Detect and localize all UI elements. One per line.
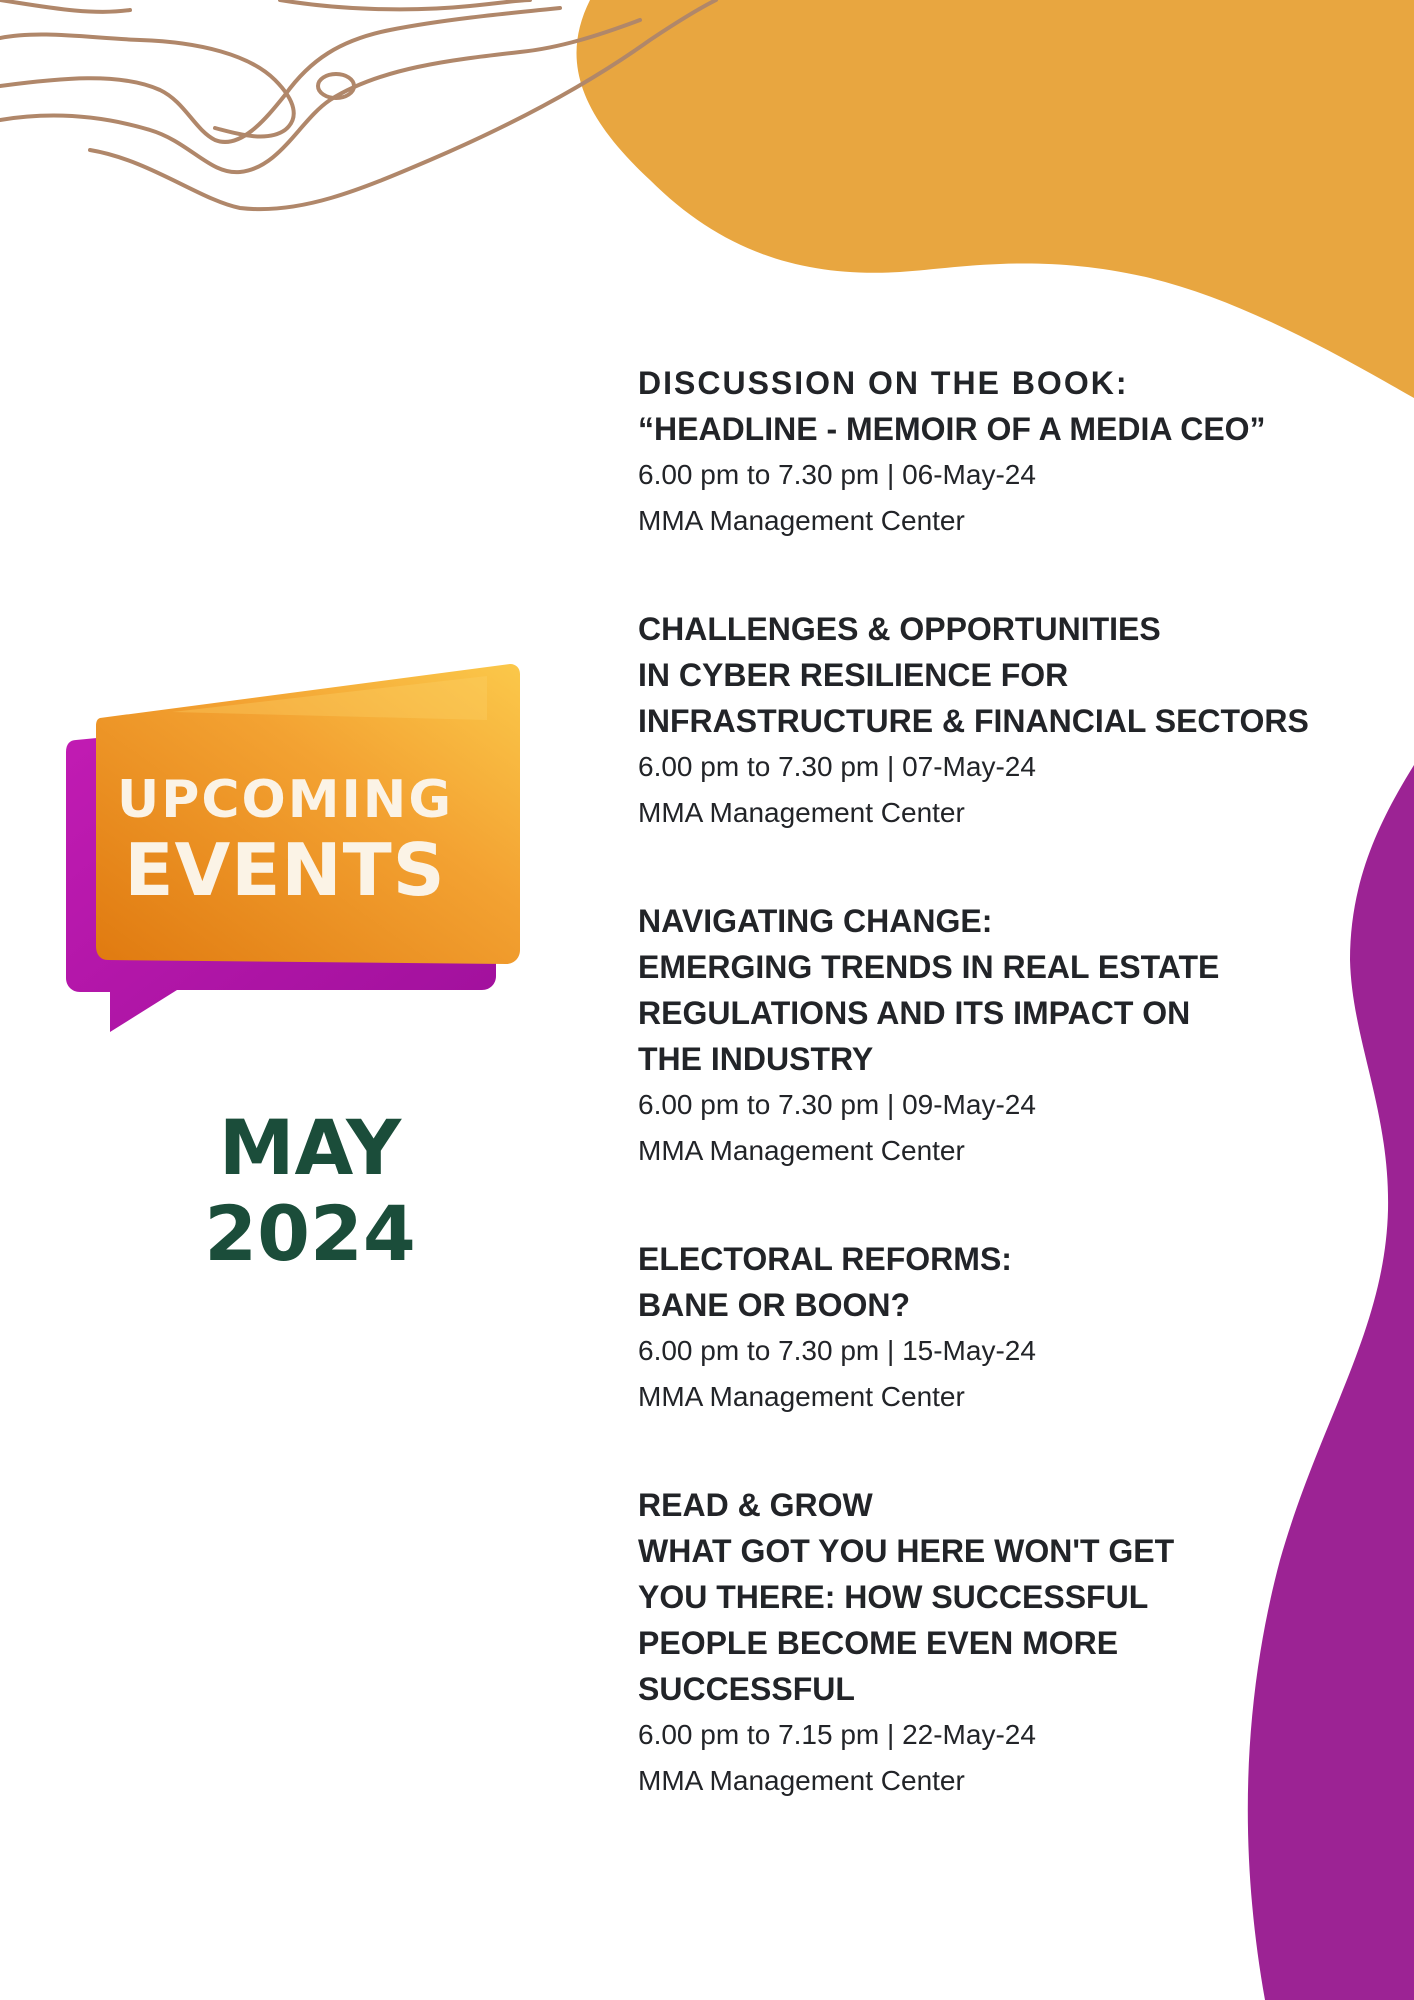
event-details xyxy=(638,452,1318,544)
event-time: 6.00 pm to 7.30 pm | 06-May-24 xyxy=(638,459,1036,490)
event-details xyxy=(638,1328,1318,1420)
orange-blob xyxy=(577,0,1414,398)
event-details xyxy=(638,1082,1318,1174)
event-venue: MMA Management Center xyxy=(638,1381,965,1412)
event-item xyxy=(638,898,1318,1174)
event-title: ELECTORAL REFORMS: BANE OR BOON? xyxy=(638,1241,1012,1323)
event-item xyxy=(638,360,1318,544)
event-venue: MMA Management Center xyxy=(638,1765,965,1796)
event-item xyxy=(638,1482,1318,1804)
event-details xyxy=(638,744,1318,836)
event-list xyxy=(638,360,1318,1866)
year-label: 2024 xyxy=(204,1189,416,1278)
event-details xyxy=(638,1712,1318,1804)
event-item xyxy=(638,1236,1318,1420)
event-time: 6.00 pm to 7.30 pm | 07-May-24 xyxy=(638,751,1036,782)
event-time: 6.00 pm to 7.30 pm | 15-May-24 xyxy=(638,1335,1036,1366)
badge-title-upcoming: UPCOMING xyxy=(117,770,453,830)
event-item xyxy=(638,606,1318,836)
event-venue: MMA Management Center xyxy=(638,797,965,828)
month-year xyxy=(160,1105,460,1277)
event-title: READ & GROW WHAT GOT YOU HERE WON'T GET YOU THERE: HOW SUCCESSFUL PEOPLE BECOME EVEN MORE SUCCESSFUL xyxy=(638,1487,1175,1707)
event-title: NAVIGATING CHANGE: EMERGING TRENDS IN REAL ESTATE REGULATIONS AND ITS IMPACT ON THE INDUSTRY xyxy=(638,903,1220,1077)
month-label: MAY xyxy=(218,1103,402,1192)
event-venue: MMA Management Center xyxy=(638,1135,965,1166)
event-time: 6.00 pm to 7.30 pm | 09-May-24 xyxy=(638,1089,1036,1120)
event-title: CHALLENGES & OPPORTUNITIES IN CYBER RESILIENCE FOR INFRASTRUCTURE & FINANCIAL SECTORS xyxy=(638,611,1309,739)
badge-title-events: EVENTS xyxy=(124,828,446,912)
event-venue: MMA Management Center xyxy=(638,505,965,536)
event-title: DISCUSSION ON THE BOOK: “HEADLINE - MEMOIR OF A MEDIA CEO” xyxy=(638,365,1266,447)
event-time: 6.00 pm to 7.15 pm | 22-May-24 xyxy=(638,1719,1036,1750)
